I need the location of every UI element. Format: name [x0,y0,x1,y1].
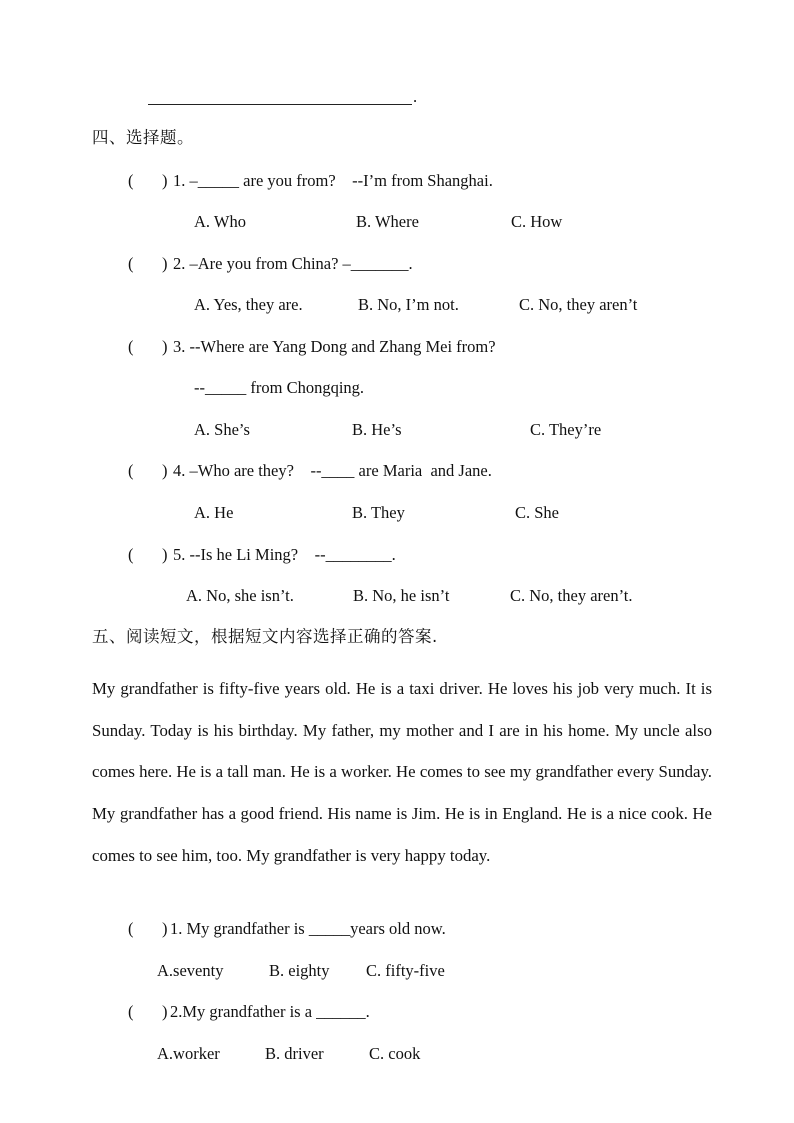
reading-q2-close-paren: ) [162,1002,168,1021]
q2-close-paren: ) [162,254,168,273]
reading-q2-open-paren: ( [128,1002,134,1021]
answer-line-period: . [413,87,418,106]
q3-close-paren: ) [162,337,168,356]
reading-q1-option-c: C. fifty-five [366,961,445,980]
q4-close-paren: ) [162,461,168,480]
reading-q1-option-b: B. eighty [269,961,330,980]
q5-option-a: A. No, she isn’t. [186,586,294,605]
q2-stem: 2. –Are you from China? –_______. [173,254,413,273]
q5-open-paren: ( [128,545,134,564]
q2-open-paren: ( [128,254,134,273]
reading-q1-open-paren: ( [128,919,134,938]
q2-option-b: B. No, I’m not. [358,295,459,314]
q1-option-c: C. How [511,212,563,231]
q1-open-paren: ( [128,171,134,190]
answer-line [148,104,412,105]
q3-stem: 3. --Where are Yang Dong and Zhang Mei from? [173,337,496,356]
q5-option-c: C. No, they aren’t. [510,586,633,605]
reading-q2-option-b: B. driver [265,1044,324,1063]
q3-stem-reply: --_____ from Chongqing. [194,378,365,397]
q5-close-paren: ) [162,545,168,564]
q4-option-c: C. She [515,503,560,522]
q4-open-paren: ( [128,461,134,480]
q4-option-b: B. They [352,503,405,522]
q1-option-b: B. Where [356,212,419,231]
q1-stem: 1. –_____ are you from? --I’m from Shanghai. [173,171,493,190]
reading-q1-option-a: A.seventy [157,961,224,980]
q2-option-c: C. No, they aren’t [519,295,638,314]
q3-open-paren: ( [128,337,134,356]
q4-stem: 4. –Who are they? --____ are Maria and Jane. [173,461,492,480]
q4-option-a: A. He [194,503,234,522]
q3-option-a: A. She’s [194,420,250,439]
reading-passage: My grandfather is fifty-five years old. He is a taxi driver. He loves his job very much. It is Sunday. Today is his birthday. My father, my mother and I are in his home. My uncle also comes here. He is a tall man. He is a worker. He comes to see my grandfather every Sunday. My grandfather has a good friend. His name is Jim. He is in England. He is a nice cook. He comes to see him, too. My grandfather is very happy today. [92,679,712,865]
q2-option-a: A. Yes, they are. [194,295,303,314]
q5-option-b: B. No, he isn’t [353,586,450,605]
reading-q1-stem: 1. My grandfather is _____years old now. [170,919,446,938]
q3-option-b: B. He’s [352,420,402,439]
reading-q1-close-paren: ) [162,919,168,938]
reading-q2-option-c: C. cook [369,1044,421,1063]
q1-close-paren: ) [162,171,168,190]
q3-option-c: C. They’re [530,420,602,439]
q5-stem: 5. --Is he Li Ming? --________. [173,545,396,564]
section-4-heading: 四、选择题。 [92,128,194,147]
q1-option-a: A. Who [194,212,246,231]
reading-q2-stem: 2.My grandfather is a ______. [170,1002,370,1021]
section-5-heading: 五、阅读短文，根据短文内容选择正确的答案. [92,627,438,646]
reading-q2-option-a: A.worker [157,1044,220,1063]
